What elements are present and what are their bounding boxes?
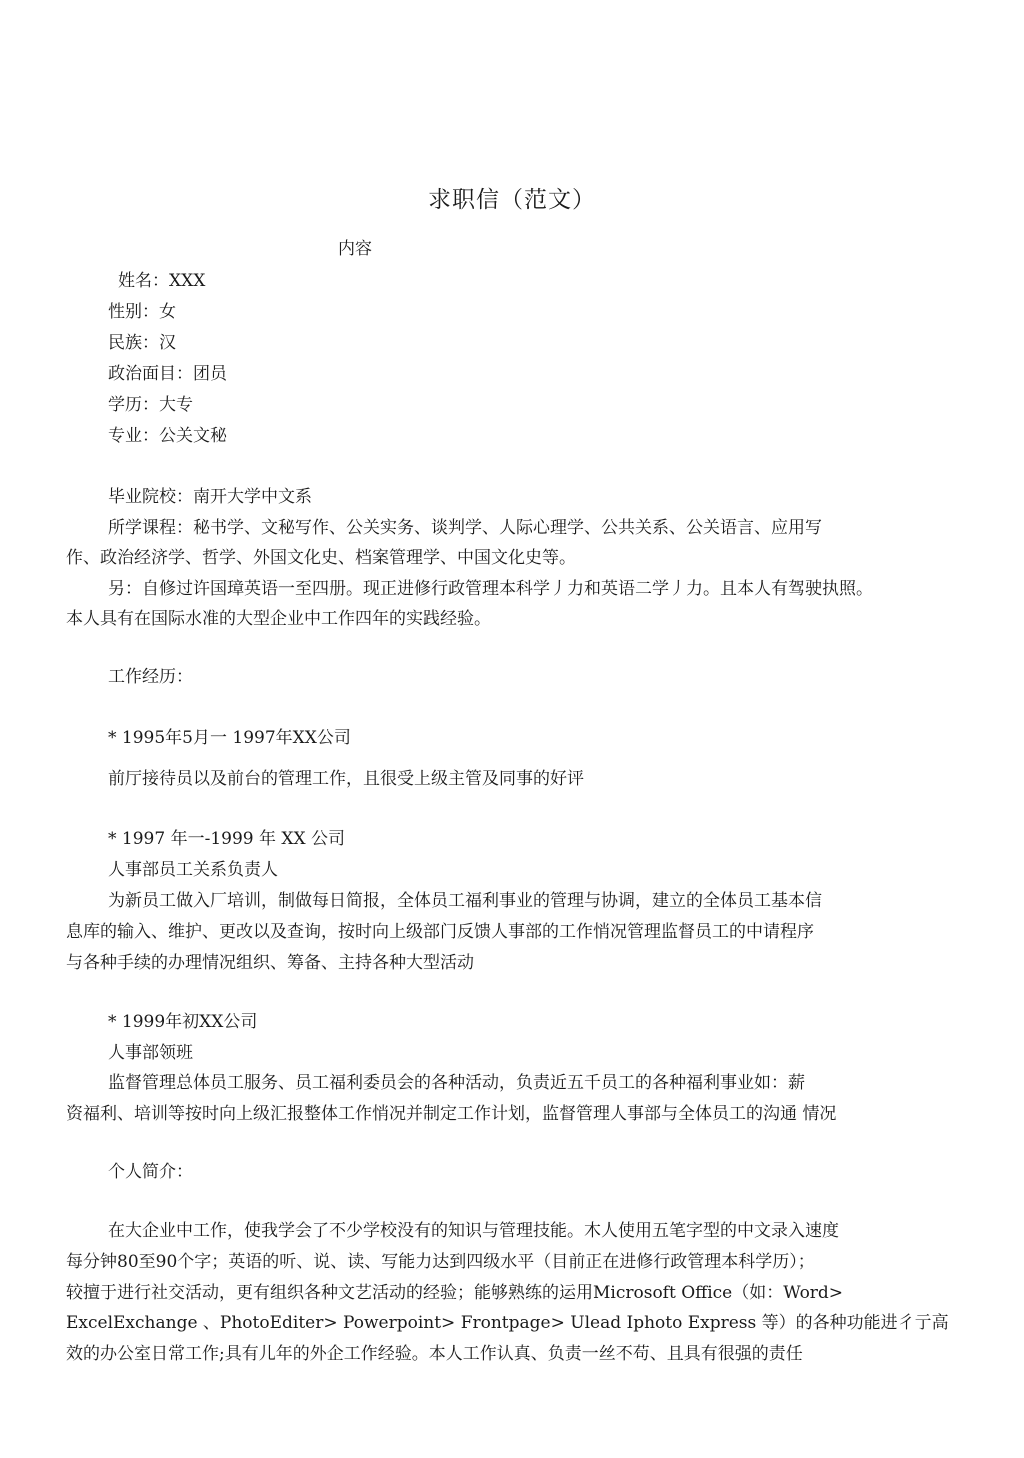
job-header: * 1997 年一-1999 年 XX 公司 bbox=[108, 829, 345, 849]
job-description: 与各种手续的办理情况组织、筹备、主持各种大型活动 bbox=[66, 953, 474, 973]
profile-gender: 性别：女 bbox=[108, 302, 176, 322]
profile-ethnicity: 民族：汉 bbox=[108, 333, 176, 353]
extra-line: 本人具有在国际水准的大型企业中工作四年的实践经验。 bbox=[66, 609, 491, 629]
intro-line: 每分钟80至90个字；英语的听、说、读、写能力达到四级水平（目前正在进修行政管理本科学历）； bbox=[66, 1252, 815, 1272]
job-description: 监督管理总体员工服务、员工福利委员会的各种活动，负责近五千员工的各种福利事业如：薪 bbox=[108, 1073, 805, 1093]
intro-line: 较擅于进行社交活动，更有组织各种文艺活动的经验；能够熟练的运用Microsoft Office（如：Word> bbox=[66, 1283, 844, 1303]
job-header: * 1999年初XX公司 bbox=[108, 1012, 258, 1032]
work-heading: 工作经历： bbox=[108, 667, 193, 687]
job-description: 为新员工做入厂培训，制做每日简报，全体员工福利事业的管理与协调，建立的全体员工基本信 bbox=[108, 891, 822, 911]
job-description: 息库的输入、维护、更改以及查询，按时向上级部门反馈人事部的工作悄况管理监督员工的中请程序 bbox=[66, 922, 814, 942]
intro-line: 在大企业中工作，使我学会了不少学校没有的知识与管理技能。木人使用五笔字型的中文录入速度 bbox=[108, 1221, 839, 1241]
courses-line: 所学课程：秘书学、文秘写作、公关实务、谈判学、人际心理学、公共关系、公关语言、应用写 bbox=[108, 518, 822, 538]
extra-line: 另：自修过许国璋英语一至四册。现正进修行政管理本科学丿力和英语二学丿力。且本人有驾驶执照。 bbox=[108, 579, 873, 599]
profile-education: 学历：大专 bbox=[108, 395, 193, 415]
school-line: 毕业院校：南开大学中文系 bbox=[108, 487, 312, 507]
profile-name: 姓名：XXX bbox=[118, 271, 206, 291]
profile-major: 专业：公关文秘 bbox=[108, 426, 227, 446]
document-title: 求职信（范文） bbox=[428, 187, 596, 213]
intro-line: 效的办公室日常工作;具有儿年的外企工作经验。本人工作认真、负责一丝不苟、且具有很强的责任 bbox=[66, 1344, 803, 1364]
profile-political-status: 政治面目：团员 bbox=[108, 364, 227, 384]
job-description: 前厅接待员以及前台的管理工作，且很受上级主管及同事的好评 bbox=[108, 769, 584, 789]
job-position: 人事部领班 bbox=[108, 1043, 193, 1063]
job-header: * 1995年5月一 1997年XX公司 bbox=[108, 728, 351, 748]
intro-line: ExcelExchange 、PhotoEditer> Powerpoint> Frontpage> Ulead Iphoto Express 等）的各种功能进彳亍高 bbox=[66, 1313, 949, 1333]
job-description: 资福利、培训等按时向上级汇报整体工作悄况并制定工作计划，监督管理人事部与全体员工的沟通 情况 bbox=[66, 1104, 837, 1124]
content-label: 内容 bbox=[338, 239, 372, 259]
intro-heading: 个人简介： bbox=[108, 1162, 193, 1182]
courses-line: 作、政治经济学、哲学、外国文化史、档案管理学、中国文化史等。 bbox=[66, 548, 576, 568]
job-position: 人事部员工关系负责人 bbox=[108, 860, 278, 880]
